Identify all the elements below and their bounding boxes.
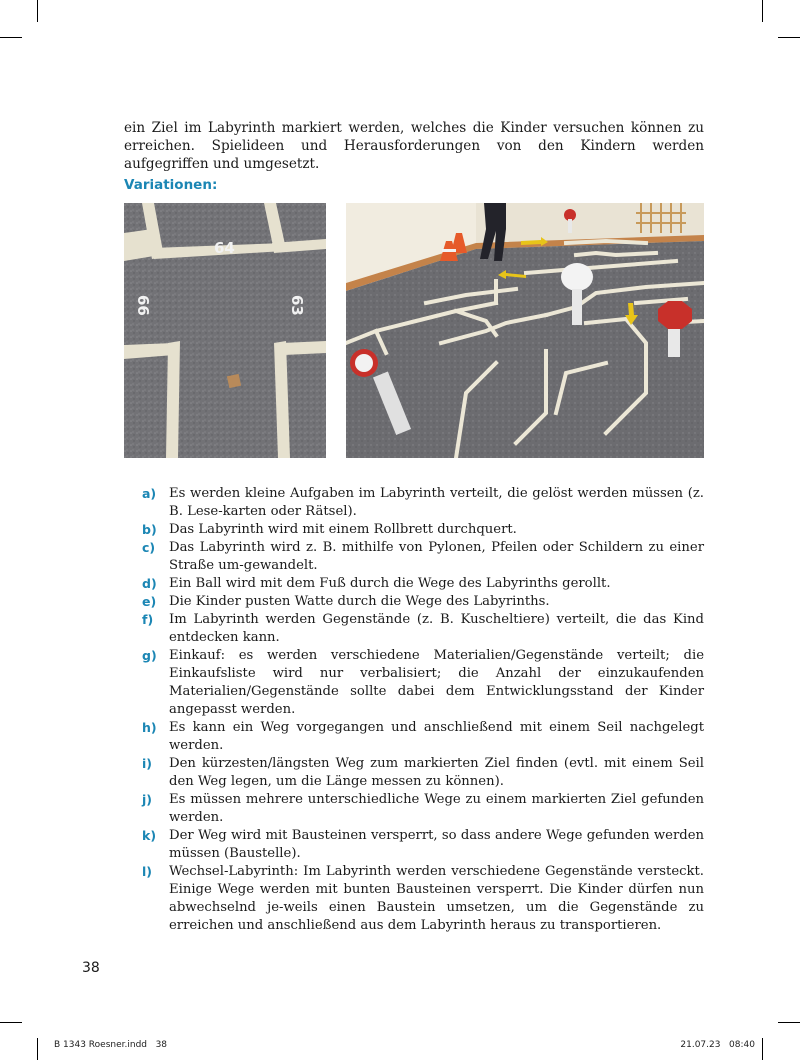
photo-number-crossing xyxy=(124,203,326,458)
list-item xyxy=(142,521,704,539)
list-item-label: i) xyxy=(142,756,152,771)
list-item-text: Der Weg wird mit Bausteinen versperrt, so dass andere Wege gefunden werden müssen (Baustelle). xyxy=(169,828,704,861)
list-item xyxy=(142,647,704,719)
list-item-label: h) xyxy=(142,720,157,735)
crop-mark xyxy=(0,1022,22,1023)
list-item xyxy=(142,827,704,863)
list-item-text: Es müssen mehrere unterschiedliche Wege zu einem markierten Ziel gefunden werden. xyxy=(169,792,704,825)
floor-number-top: 64 xyxy=(214,239,235,257)
list-item xyxy=(142,611,704,647)
crop-mark xyxy=(37,0,38,22)
list-item-label: a) xyxy=(142,486,157,501)
list-item-label: j) xyxy=(142,792,152,807)
section-heading: Variationen: xyxy=(124,177,218,193)
list-item-text: Den kürzesten/längsten Weg zum markierten Ziel finden (evtl. mit einem Seil den Weg legen, um die Länge messen zu können). xyxy=(169,756,704,789)
page-number: 38 xyxy=(82,960,100,976)
list-item-label: c) xyxy=(142,540,156,555)
list-item-label: d) xyxy=(142,576,157,591)
list-item-label: g) xyxy=(142,648,157,663)
intro-text: ein Ziel im Labyrinth markiert werden, welches die Kinder versuchen können zu erreichen. Spielideen und Herausforderungen von den Kindern werden aufgegriffen und umgesetzt. xyxy=(124,120,704,172)
crop-mark xyxy=(778,37,800,38)
list-item-label: e) xyxy=(142,594,157,609)
list-item-label: b) xyxy=(142,522,157,537)
photo-gym-maze xyxy=(346,203,704,458)
list-item-label: k) xyxy=(142,828,157,843)
list-item xyxy=(142,539,704,575)
list-item-text: Die Kinder pusten Watte durch die Wege des Labyrinths. xyxy=(169,594,550,609)
list-item-text: Es werden kleine Aufgaben im Labyrinth verteilt, die gelöst werden müssen (z. B. Lese-karten oder Rätsel). xyxy=(169,486,704,519)
variations-list xyxy=(142,485,704,935)
floor-number-left: 66 xyxy=(134,295,152,316)
list-item-text: Das Labyrinth wird mit einem Rollbrett durchquert. xyxy=(169,522,517,537)
crop-mark xyxy=(762,1038,763,1060)
list-item-text: Im Labyrinth werden Gegenstände (z. B. Kuscheltiere) verteilt, die das Kind entdecken kann. xyxy=(169,612,704,645)
list-item xyxy=(142,791,704,827)
intro-paragraph xyxy=(124,119,704,173)
footer-datetime-slug: 21.07.23 08:40 xyxy=(680,1040,755,1050)
list-item-label: f) xyxy=(142,612,154,627)
crop-mark xyxy=(762,0,763,22)
crop-mark xyxy=(778,1022,800,1023)
list-item-text: Wechsel-Labyrinth: Im Labyrinth werden verschiedene Gegenstände versteckt. Einige Wege werden mit bunten Bausteinen versperrt. Die Kinder dürfen nun abwechselnd je-weils einen Baustein umsetzen, um die Gegenstände zu erreichen und anschließend aus dem Labyrinth heraus zu transportieren. xyxy=(169,864,704,933)
footer-file-slug: B 1343 Roesner.indd 38 xyxy=(54,1040,168,1050)
floor-number-right: 63 xyxy=(288,295,306,316)
list-item xyxy=(142,575,704,593)
list-item xyxy=(142,755,704,791)
list-item xyxy=(142,485,704,521)
list-item-text: Es kann ein Weg vorgegangen und anschließend mit einem Seil nachgelegt werden. xyxy=(169,720,704,753)
list-item-label: l) xyxy=(142,864,152,879)
list-item-text: Das Labyrinth wird z. B. mithilfe von Pylonen, Pfeilen oder Schildern zu einer Straße um-gewandelt. xyxy=(169,540,704,573)
list-item xyxy=(142,863,704,935)
list-item-text: Ein Ball wird mit dem Fuß durch die Wege des Labyrinths gerollt. xyxy=(169,576,611,591)
list-item xyxy=(142,719,704,755)
crop-mark xyxy=(0,37,22,38)
crop-mark xyxy=(37,1038,38,1060)
list-item xyxy=(142,593,704,611)
list-item-text: Einkauf: es werden verschiedene Materialien/Gegenstände verteilt; die Einkaufsliste wird nur verbalisiert; die Anzahl der einzukaufenden Materialien/Gegenstände sollte dabei dem Entwicklungsstand der Kinder angepasst werden. xyxy=(169,648,704,717)
